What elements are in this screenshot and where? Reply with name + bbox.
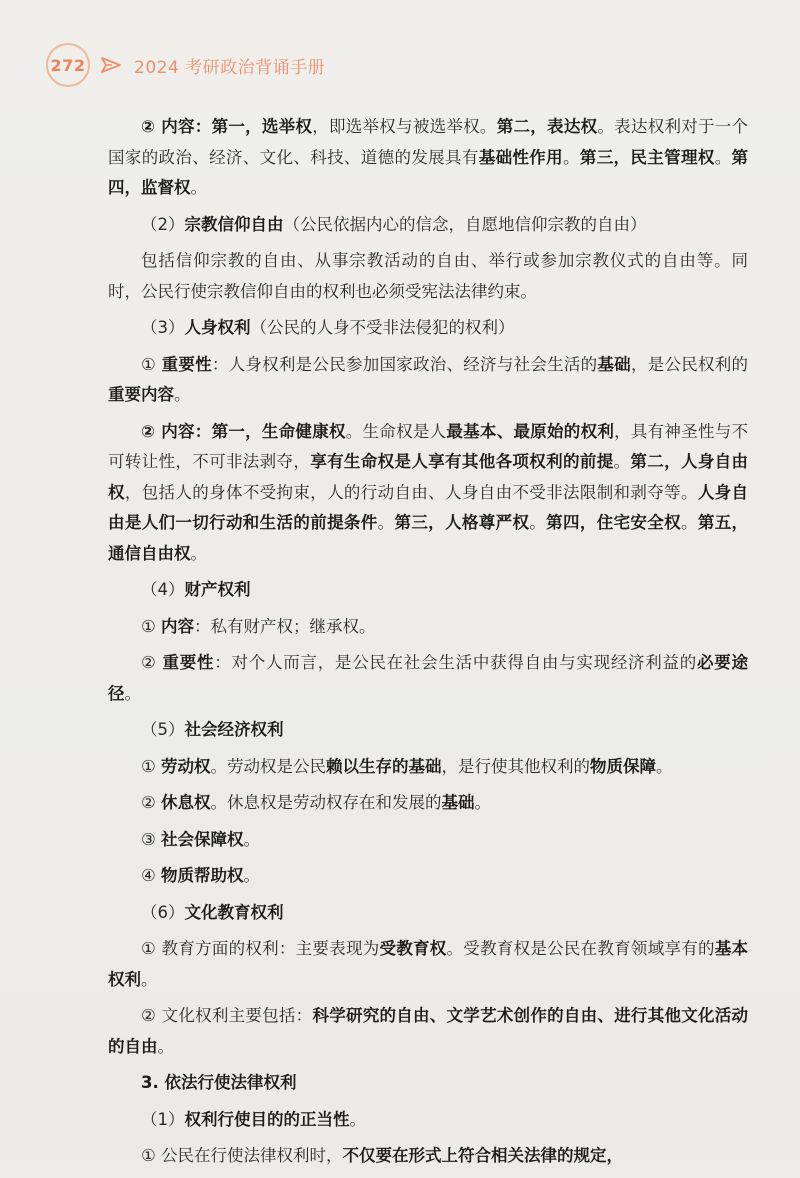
paragraph [108, 788, 748, 819]
text-run: 。 [157, 1036, 174, 1056]
bold-text: ② 内容：第一， [141, 117, 262, 136]
paragraph [108, 1068, 748, 1099]
bold-text: 第四， [108, 147, 749, 197]
bold-text: 第二， [630, 452, 681, 471]
bold-text: 基本权利 [108, 939, 749, 989]
bold-text: ② 内容：第一， [141, 421, 262, 441]
text-run: 。休息权是劳动权存在和发展的 [210, 793, 442, 812]
bold-text: 人身自由权 [108, 452, 749, 502]
text-run: ④ [141, 866, 162, 885]
bold-text: 劳动权 [161, 756, 211, 776]
page-header [46, 40, 325, 90]
bold-text: 第二， [496, 117, 548, 136]
text-run: 包括信仰宗教的自由、从事宗教活动的自由、举行或参加宗教仪式的自由等。同时，公民行使宗教信仰自由的权利也必须受宪法法律约束。 [108, 251, 748, 301]
bold-text: 财产权利 [184, 580, 251, 599]
text-run: （公民的人身不受非法侵犯的权利） [250, 318, 515, 337]
bold-text: 享有生命权是人享有其他各项权利的前提 [310, 452, 614, 471]
paragraph [108, 1105, 748, 1136]
text-run: 。表达权利对于一个国家的政治、经济、文化、科技、道德的发展具有 [108, 117, 749, 167]
text-run: 。 [190, 543, 207, 563]
bold-text: 权利行使目的的正当性 [184, 1109, 350, 1129]
paragraph [108, 752, 748, 783]
paragraph [108, 1141, 748, 1172]
text-run: ① 公民在行使法律权利时， [141, 1146, 343, 1165]
bold-text: 重要内容 [108, 385, 174, 404]
text-run: 。 [563, 147, 580, 167]
text-run: 。 [474, 793, 492, 812]
text-run: 。 [124, 683, 141, 703]
bold-text: 物质帮助权 [161, 866, 244, 885]
text-run: 。 [243, 866, 261, 885]
paragraph [108, 417, 748, 570]
text-run: （6） [141, 902, 185, 922]
text-run: ，是公民权利的 [630, 354, 749, 374]
text-run: 。 [613, 452, 631, 471]
bold-text: 受教育权 [379, 939, 447, 958]
text-run: 。 [377, 513, 395, 532]
text-run: 。 [681, 513, 698, 532]
bold-text: 人身自由是人们一切行动和生活的前提条件 [108, 482, 749, 532]
bold-text: 监督权 [141, 178, 191, 197]
bold-text: 必要途径 [108, 653, 749, 703]
text-run: 。生命权是人 [345, 421, 447, 441]
bold-text: 第四， [546, 513, 597, 532]
bold-text: 宗教信仰自由 [184, 214, 284, 234]
text-run: ① 教育方面的权利：主要表现为 [141, 939, 380, 958]
text-run: ② 文化权利主要包括： [141, 1006, 313, 1025]
text-run: ① [141, 354, 162, 374]
bold-text: 第三， [579, 147, 631, 167]
text-run: （2） [141, 214, 185, 234]
bold-text: 社会保障权 [161, 829, 244, 849]
bold-text: 基础性作用 [478, 147, 563, 167]
bold-text: 基础 [441, 793, 475, 812]
text-run: （1） [141, 1109, 185, 1129]
bold-text: 休息权 [161, 793, 211, 812]
paragraph [108, 350, 748, 411]
paragraph [108, 934, 748, 995]
paragraph [108, 898, 748, 929]
text-run: （公民依据内心的信念，自愿地信仰宗教的自由） [283, 214, 647, 234]
paragraph [108, 112, 748, 204]
text-run: 。 [243, 829, 261, 849]
text-run: ③ [141, 829, 162, 849]
text-run: 。 [529, 513, 547, 532]
bold-text: 选举权 [261, 117, 313, 136]
paper-plane-icon [100, 54, 122, 76]
body-text [108, 112, 748, 1178]
book-title: 2024 考研政治背诵手册 [134, 57, 326, 78]
text-run: 。 [349, 1109, 366, 1129]
paragraph [108, 1001, 748, 1062]
bold-text: 物质保障 [590, 756, 657, 776]
text-run: ：人身权利是公民参加国家政治、经济与社会生活的 [211, 354, 598, 374]
text-run: ，即选举权与被选举权。 [312, 117, 497, 136]
page-number-badge [46, 43, 90, 87]
bold-text: 住宅安全权 [596, 513, 681, 532]
text-run: ：私有财产权；继承权。 [194, 616, 376, 636]
text-run: ① [141, 616, 162, 636]
text-run: ，包括人的身体不受拘束，人的行动自由、人身自由不受非法限制和剥夺等。 [124, 482, 698, 502]
paragraph [108, 210, 748, 241]
text-run: （5） [141, 720, 185, 739]
paragraph [108, 246, 748, 307]
text-run: ，具有神圣性与不可转让性，不可非法剥夺， [108, 421, 749, 471]
text-run: ，是行使其他权利的 [441, 756, 591, 776]
text-run: ：对个人而言，是公民在社会生活中获得自由与实现经济利益的 [214, 653, 698, 672]
text-run: ② [141, 793, 162, 812]
text-run: ② [141, 653, 163, 672]
bold-text: 第五， [697, 513, 749, 532]
paragraph [108, 825, 748, 856]
bold-text: 人格尊严权 [445, 513, 530, 532]
text-run: （3） [141, 318, 185, 337]
paragraph [108, 313, 748, 344]
text-run: ① [141, 756, 162, 776]
text-run: 。 [656, 756, 673, 776]
text-run: 。 [174, 385, 191, 404]
bold-text: 人身权利 [184, 318, 251, 337]
text-run: 。劳动权是公民 [210, 756, 327, 776]
bold-text: 文化教育权利 [184, 902, 284, 922]
bold-text: 赖以生存的基础 [326, 756, 442, 776]
bold-text: 不仅要在形式上符合相关法律的规定， [342, 1146, 624, 1165]
page-number: 272 [50, 55, 86, 75]
bold-text: 表达权 [547, 117, 598, 136]
paragraph [108, 575, 748, 606]
paragraph [108, 861, 748, 892]
bold-text: 3. 依法行使法律权利 [141, 1073, 297, 1092]
bold-text: 第三， [394, 513, 446, 532]
paragraph [108, 715, 748, 746]
bold-text: 科学研究的自由、文学艺术创作的自由、进行其他文化活动的自由 [108, 1006, 749, 1056]
text-run: 。受教育权是公民在教育领域享有的 [446, 939, 715, 958]
bold-text: 生命健康权 [261, 421, 346, 441]
text-run: 。 [190, 178, 207, 197]
text-run: （4） [141, 580, 185, 599]
bold-text: 最基本、最原始的权利 [446, 421, 615, 441]
text-run: 。 [714, 147, 732, 167]
text-run: 。 [141, 969, 158, 989]
bold-text: 民主管理权 [630, 147, 715, 167]
bold-text: 社会经济权利 [184, 720, 284, 739]
paragraph [108, 648, 748, 709]
bold-text: 通信自由权 [108, 543, 191, 563]
bold-text: 基础 [597, 354, 631, 374]
bold-text: 重要性 [162, 653, 215, 672]
bold-text: 重要性 [161, 354, 212, 374]
paragraph [108, 612, 748, 643]
bold-text: 内容 [161, 616, 195, 636]
